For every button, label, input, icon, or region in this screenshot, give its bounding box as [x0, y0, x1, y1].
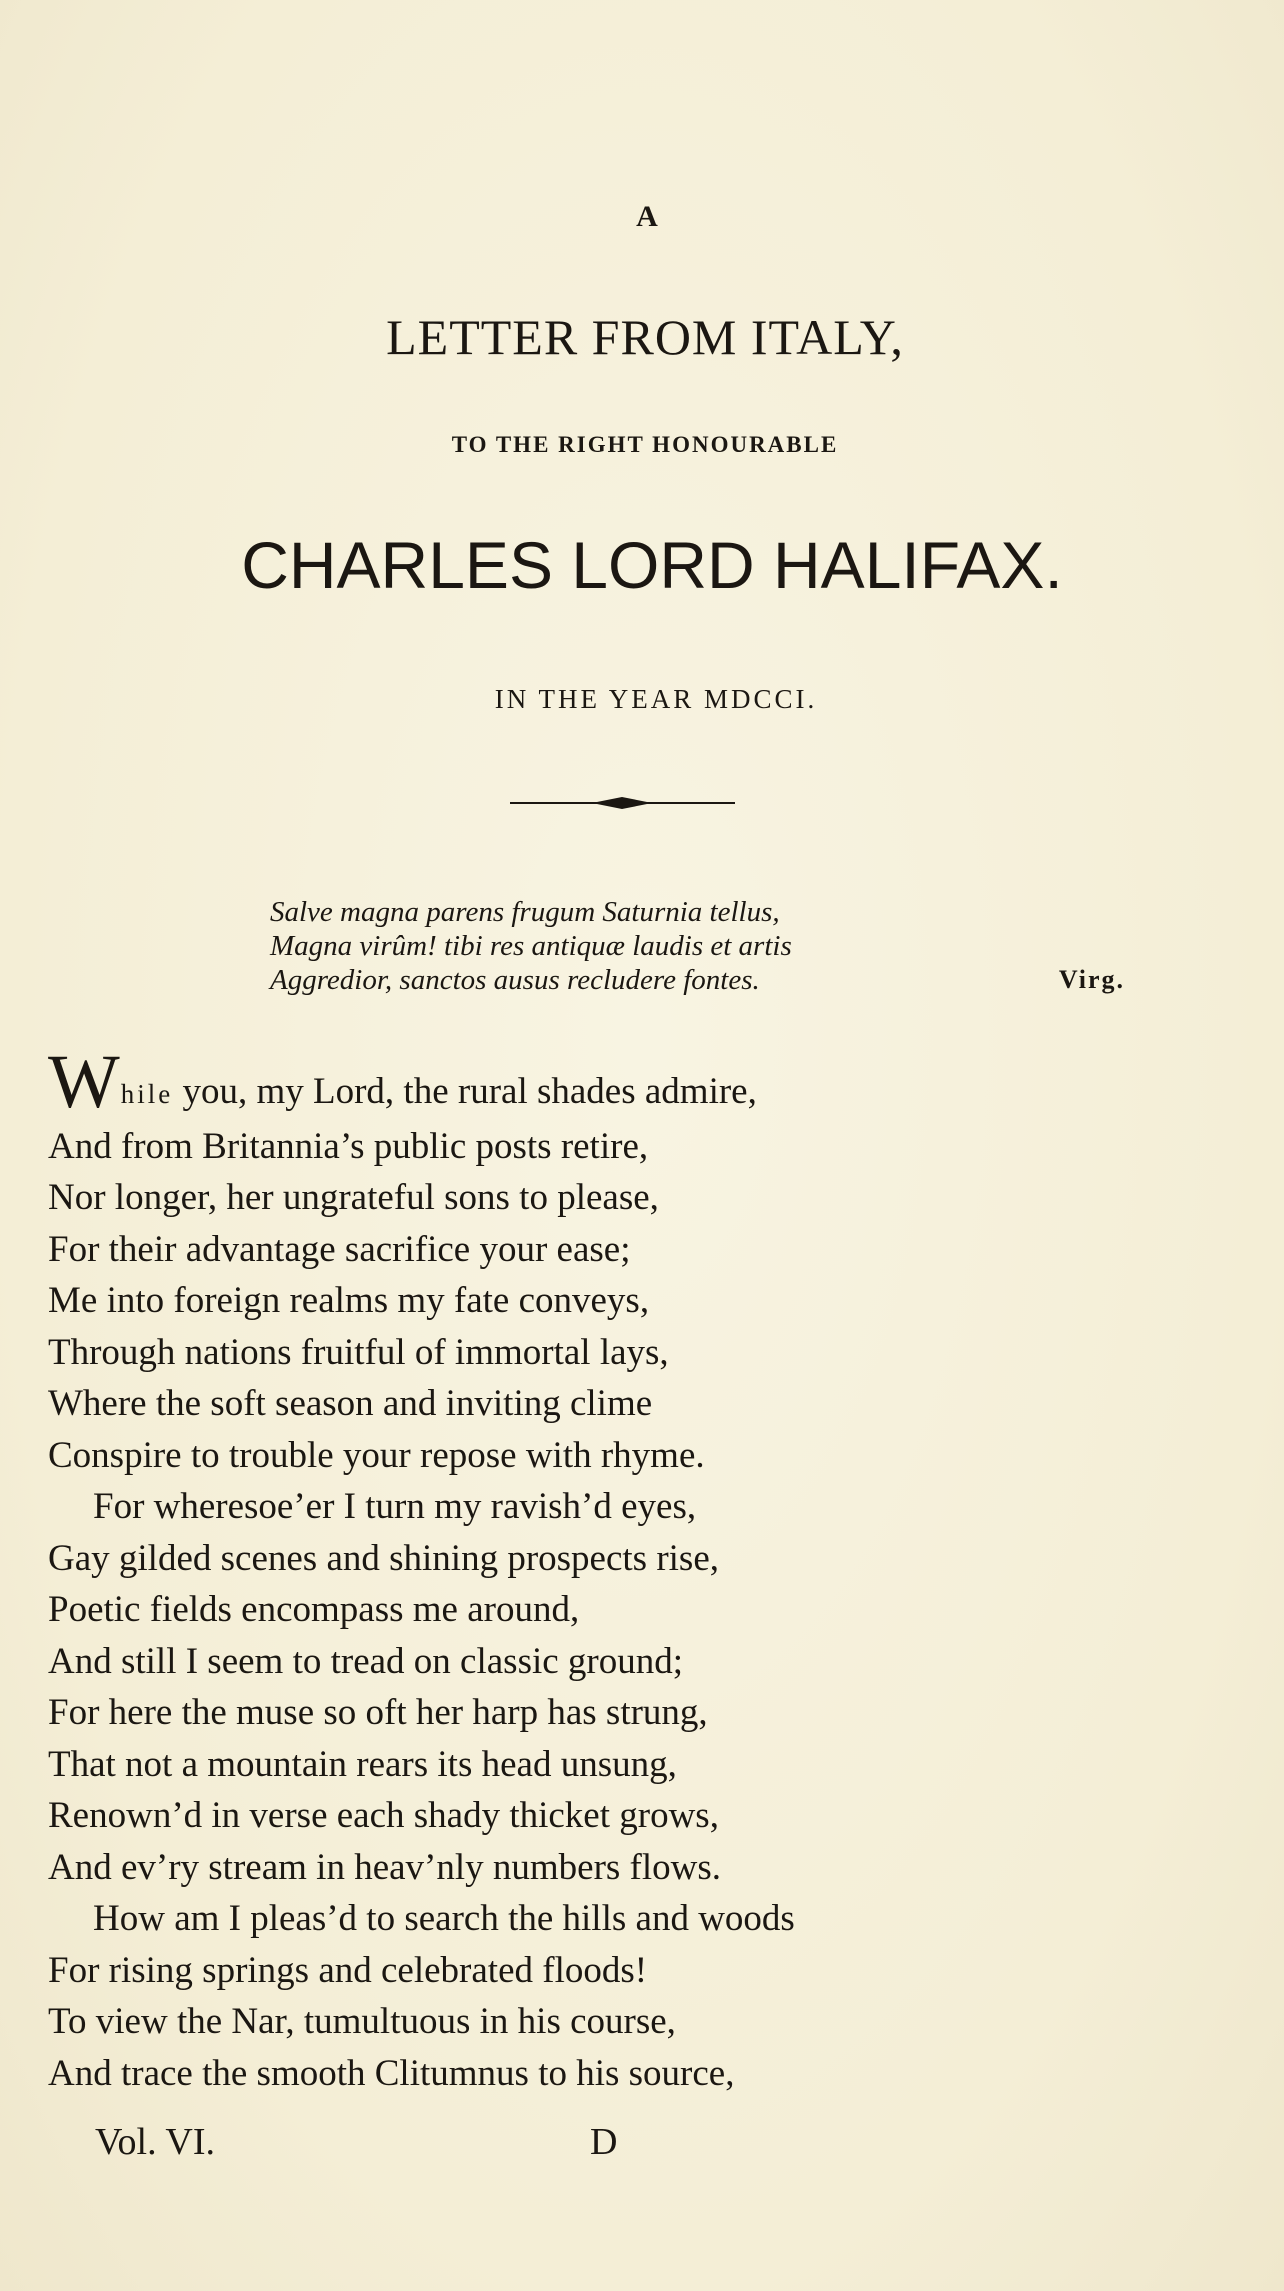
year-line: IN THE YEAR MDCCI.	[494, 684, 818, 714]
poem-line: And still I seem to tread on classic ground;	[48, 1640, 684, 1682]
poem-line-first	[48, 1040, 1168, 1124]
dedication-line: TO THE RIGHT HONOURABLE	[451, 432, 839, 457]
ornament-divider	[510, 795, 735, 811]
poem-line: For rising springs and celebrated floods!	[48, 1949, 648, 1991]
heading-article: A	[636, 200, 658, 233]
volume-footer: Vol. VI.	[95, 2121, 216, 2163]
poem-line: And trace the smooth Clitumnus to his source,	[48, 2052, 735, 2094]
poem-line: And ev’ry stream in heav’nly numbers flows.	[48, 1846, 722, 1888]
poem-line: Renown’d in verse each shady thicket grows,	[48, 1795, 719, 1836]
first-line-text: you, my Lord, the rural shades admire,	[173, 1071, 757, 1112]
epigraph-line: Magna virûm! tibi res antiquæ laudis et artis	[270, 930, 792, 962]
poem-line: To view the Nar, tumultuous in his course,	[48, 2001, 676, 2042]
epigraph-source: Virg.	[1058, 965, 1125, 994]
poem-line: Poetic fields encompass me around,	[48, 1589, 580, 1630]
epigraph-line: Salve magna parens frugum Saturnia tellus,	[270, 896, 780, 928]
poem-line: Me into foreign realms my fate conveys,	[48, 1280, 650, 1321]
poem-line: Through nations fruitful of immortal lays,	[48, 1331, 669, 1373]
poem-line: For their advantage sacrifice your ease;	[48, 1228, 631, 1270]
poem-line: For here the muse so oft her harp has strung,	[48, 1692, 708, 1733]
poem-line: How am I pleas’d to search the hills and woods	[93, 1898, 795, 1939]
epigraph-line: Aggredior, sanctos ausus recludere fontes.	[270, 964, 760, 996]
poem-line: Conspire to trouble your repose with rhyme.	[48, 1434, 705, 1476]
dedicatee-name: CHARLES LORD HALIFAX.	[241, 528, 1063, 602]
poem-line: For wheresoe’er I turn my ravish’d eyes,	[93, 1486, 697, 1527]
epigraph	[270, 895, 1125, 997]
poem-line: Gay gilded scenes and shining prospects rise,	[48, 1537, 719, 1579]
poem-line: Nor longer, her ungrateful sons to please,	[48, 1177, 659, 1218]
first-word-smallcaps: hile	[120, 1079, 174, 1109]
signature-mark: D	[590, 2121, 618, 2163]
poem-line: And from Britannia’s public posts retire,	[48, 1125, 649, 1167]
poem-title: LETTER FROM ITALY,	[386, 309, 904, 365]
poem-body	[48, 1040, 1168, 2099]
poem-line: Where the soft season and inviting clime	[48, 1383, 653, 1424]
poem-line: That not a mountain rears its head unsung,	[48, 1743, 677, 1785]
drop-cap: W	[48, 1040, 120, 1124]
